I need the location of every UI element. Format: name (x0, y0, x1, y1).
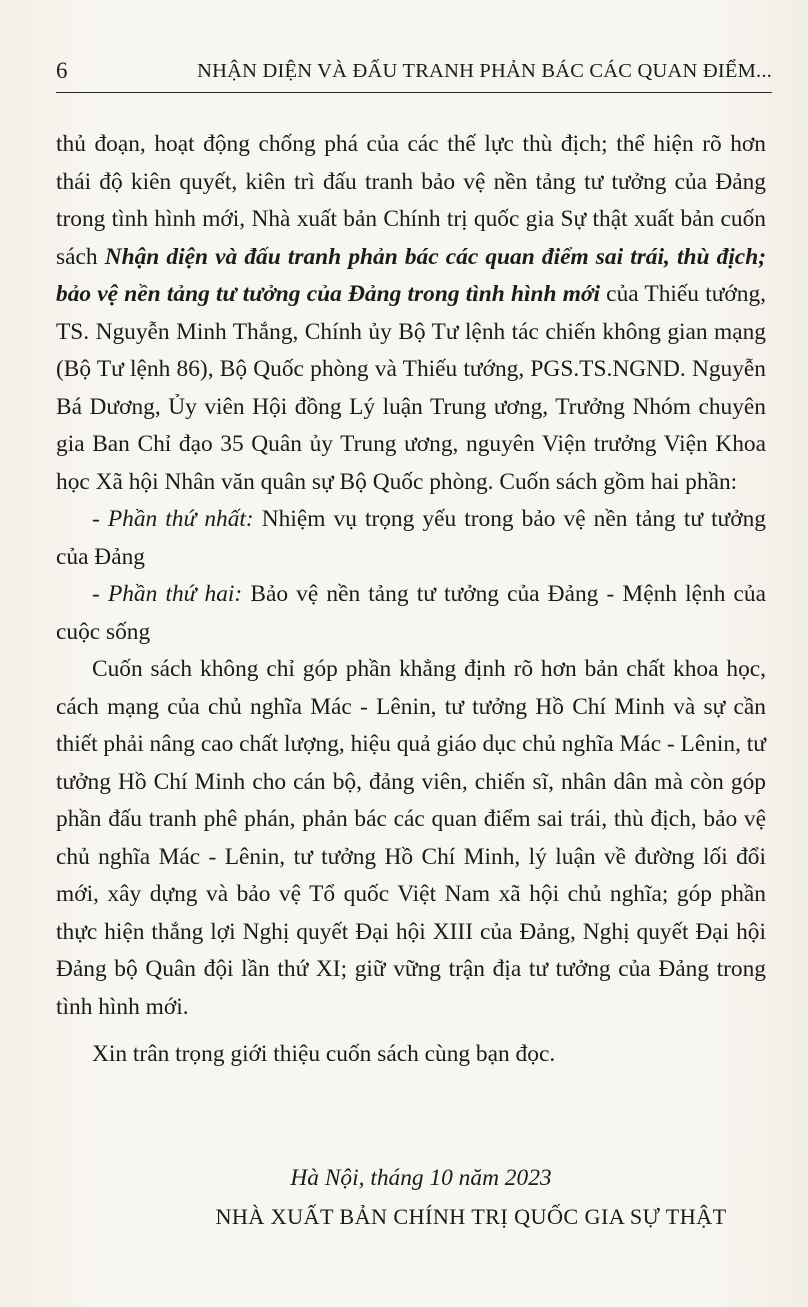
part-one-prefix: - (92, 506, 108, 532)
intro-text-before: thủ đoạn, hoạt động chống phá của các thế lực thù địch; thể hiện rõ hơn thái độ kiên quyết, kiên trì đấu tranh bảo vệ nền tảng tư tưởng của Đảng trong tình hình mới, Nhà xuất bản Chính trị quốc gia Sự thật xuất bản cuốn sách (56, 131, 766, 270)
part-two-prefix: - (92, 581, 108, 607)
running-title: NHẬN DIỆN VÀ ĐẤU TRANH PHẢN BÁC CÁC QUAN ĐIỂM... (197, 60, 772, 82)
part-two-text: Bảo vệ nền tảng tư tưởng của Đảng - Mệnh lệnh của cuộc sống (56, 581, 766, 645)
signature-date: Hà Nội, tháng 10 năm 2023 (290, 1165, 552, 1191)
paragraph-book-significance: Cuốn sách không chỉ góp phần khẳng định rõ hơn bản chất khoa học, cách mạng của chủ nghĩa Mác - Lênin, tư tưởng Hồ Chí Minh và sự cần thiết phải nâng cao chất lượng, hiệu quả giáo dục chủ nghĩa Mác - Lênin, tư tưởng Hồ Chí Minh cho cán bộ, đảng viên, chiến sĩ, nhân dân mà còn góp phần đấu tranh phê phán, phản bác các quan điểm sai trái, thù địch, bảo vệ chủ nghĩa Mác - Lênin, tư tưởng Hồ Chí Minh, lý luận về đường lối đổi mới, xây dựng và bảo vệ Tổ quốc Việt Nam xã hội chủ nghĩa; góp phần thực hiện thắng lợi Nghị quyết Đại hội XIII của Đảng, Nghị quyết Đại hội Đảng bộ Quân đội lần thứ XI; giữ vững trận địa tư tưởng của Đảng trong tình hình mới. (56, 656, 766, 1020)
paragraph-closing: Xin trân trọng giới thiệu cuốn sách cùng bạn đọc. (92, 1041, 556, 1067)
part-one-text: Nhiệm vụ trọng yếu trong bảo vệ nền tảng tư tưởng của Đảng (56, 506, 766, 570)
part-one-label: Phần thứ nhất: (107, 506, 254, 532)
signature-publisher: NHÀ XUẤT BẢN CHÍNH TRỊ QUỐC GIA SỰ THẬT (215, 1204, 727, 1229)
intro-text-after: của Thiếu tướng, TS. Nguyễn Minh Thắng, Chính ủy Bộ Tư lệnh tác chiến không gian mạng (Bộ Tư lệnh 86), Bộ Quốc phòng và Thiếu tướng, PGS.TS.NGND. Nguyễn Bá Dương, Ủy viên Hội đồng Lý luận Trung ương, Trưởng Nhóm chuyên gia Ban Chỉ đạo 35 Quân ủy Trung ương, nguyên Viện trưởng Viện Khoa học Xã hội Nhân văn quân sự Bộ Quốc phòng. Cuốn sách gồm hai phần: (56, 281, 766, 495)
page-number: 6 (56, 58, 68, 83)
body-text (56, 126, 766, 1074)
part-one-item (56, 501, 766, 576)
part-two-label: Phần thứ hai: (107, 581, 243, 607)
page-header (56, 56, 772, 93)
part-two-item (56, 576, 766, 651)
signature-block (56, 1160, 766, 1237)
book-title: Nhận diện và đấu tranh phản bác các quan điểm sai trái, thù địch; bảo vệ nền tảng tư tưởng của Đảng trong tình hình mới (56, 243, 766, 307)
paragraph-intro-continued (56, 126, 766, 501)
